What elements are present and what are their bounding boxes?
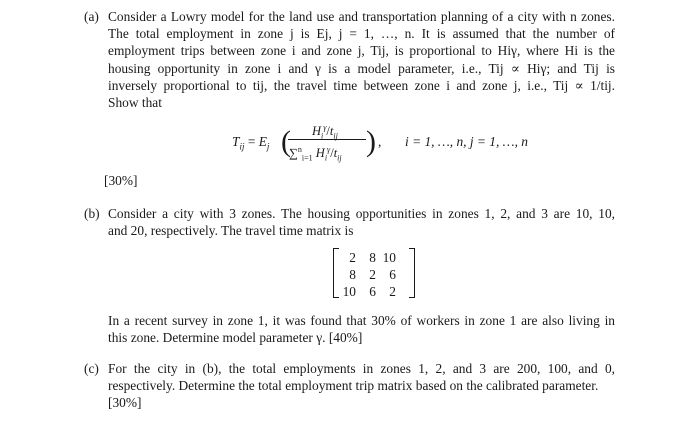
part-a-label: (a)	[84, 9, 99, 24]
part-a-marks: [30%]	[104, 173, 138, 188]
part-c-line-2: respectively. Determine the total employment trip matrix based on the calibrated parameter.	[108, 378, 599, 394]
matrix-row-1	[339, 249, 399, 266]
equation-range: i = 1, …, n, j = 1, …, n	[405, 134, 528, 149]
part-a-line-3: employment trips between zone i and zone j, Tij, is proportional to Hiγ, where Hi is the	[108, 43, 615, 59]
matrix-cell: 10	[382, 250, 396, 265]
part-c-label: (c)	[84, 361, 99, 376]
lowry-equation: $T_{ij} = E_j$ ( $H_i^\gamma/t_{ij}$ ∑$^n_{i=1}$ $H_i^\gamma/t_{ij}$ ) , i = 1, …, n, j = 1, …, n	[232, 123, 528, 163]
part-b-survey-line-2: this zone. Determine model parameter γ. [40%]	[108, 330, 363, 346]
matrix-cell: 6	[389, 267, 396, 283]
part-b-line-2: and 20, respectively. The travel time matrix is	[108, 223, 354, 239]
travel-time-matrix	[333, 248, 415, 298]
part-c-line-1: For the city in (b), the total employments in zones 1, 2, and 3 are 200, 100, and 0,	[108, 361, 615, 376]
matrix-cell: 6	[369, 284, 376, 300]
matrix-row-2	[339, 266, 399, 283]
part-a-line-2: The total employment in zone j is Ej, j = 1, …, n. It is assumed that the number of	[108, 26, 615, 42]
matrix-cell: 2	[349, 250, 356, 265]
matrix-cell: 8	[369, 250, 376, 265]
part-b-label: (b)	[84, 206, 100, 221]
matrix-cell: 2	[389, 284, 396, 300]
part-a-line-4: housing opportunity in zone i and γ is a model parameter, i.e., Tij ∝ Hiγ; and Tij is	[108, 60, 615, 76]
matrix-cell: 8	[349, 267, 356, 283]
matrix-cell: 2	[369, 267, 376, 283]
part-b-survey-line-1: In a recent survey in zone 1, it was found that 30% of workers in zone 1 are also living in	[108, 313, 615, 328]
part-a-line-1: Consider a Lowry model for the land use and transportation planning of a city with n zones.	[108, 9, 615, 24]
part-a-line-6: Show that	[108, 95, 162, 111]
part-c-line-3: [30%]	[108, 395, 142, 411]
part-a-text	[108, 8, 615, 111]
part-a-line-5: inversely proportional to tij, the travel time between zone i and zone j, i.e., Tij ∝ 1/tij.	[108, 77, 615, 93]
matrix-row-3	[339, 283, 399, 300]
part-b-line-1: Consider a city with 3 zones. The housing opportunities in zones 1, 2, and 3 are 10, 10,	[108, 206, 615, 221]
matrix-cell: 10	[342, 284, 356, 300]
